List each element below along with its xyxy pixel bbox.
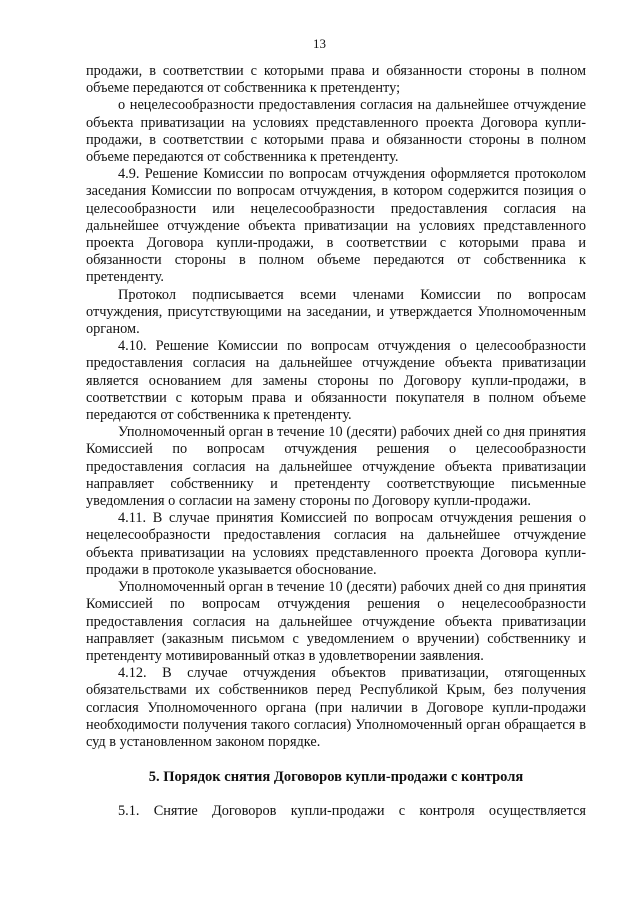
paragraph-5-1: 5.1. Снятие Договоров купли-продажи с контроля осуществляется xyxy=(118,803,586,820)
paragraph-4-10: 4.10. Решение Комиссии по вопросам отчуждения о целесообразности предоставления согласия на дальнейшее отчуждение объекта приватизации является основанием для замены стороны по Договору купли-продажи, в соответствии с которым права и обязанности покупателя в полном объеме передаются от собственника к претенденту. xyxy=(86,338,586,424)
section-heading: 5. Порядок снятия Договоров купли-продажи с контроля xyxy=(148,769,524,786)
paragraph-4-11: 4.11. В случае принятия Комиссией по вопросам отчуждения решения о нецелесообразности предоставления согласия на дальнейшее отчуждение объекта приватизации на условиях представленного проекта Договора купли-продажи в протоколе указывается обоснование. xyxy=(86,510,586,578)
paragraph-notification: Уполномоченный орган в течение 10 (десяти) рабочих дней со дня принятия Комиссией по вопросам отчуждения решения о целесообразности предоставления согласия на дальнейшее отчуждение объекта приватизации направляет собственнику и претенденту соответствующие письменные уведомления о согласии на замену стороны по Договору купли-продажи. xyxy=(86,424,586,510)
page-number: 13 xyxy=(313,36,326,51)
paragraph-4-12: 4.12. В случае отчуждения объектов приватизации, отягощенных обязательствами их собственников перед Республикой Крым, без получения согласия Уполномоченного органа (при наличии в Договоре купли-продажи необходимости получения такого согласия) Уполномоченный орган обращается в суд в установленном законом порядке. xyxy=(86,665,586,750)
paragraph-continuation: продажи, в соответствии с которыми права и обязанности стороны в полном объеме передаются от собственника к претенденту; xyxy=(86,63,586,97)
page-body xyxy=(86,63,586,820)
paragraph-inexpediency: о нецелесообразности предоставления согласия на дальнейшее отчуждение объекта приватизации на условиях представленного проекта Договора купли-продажи, в соответствии с которыми права и обязанности стороны в полном объеме передаются от собственника к претенденту. xyxy=(86,97,586,166)
paragraph-protocol: Протокол подписывается всеми членами Комиссии по вопросам отчуждения, присутствующими на заседании, и утверждается Уполномоченным органом. xyxy=(86,286,586,338)
paragraph-refusal: Уполномоченный орган в течение 10 (десяти) рабочих дней со дня принятия Комиссией по вопросам отчуждения решения о нецелесообразности предоставления согласия на дальнейшее отчуждение объекта приватизации направляет (заказным письмом с уведомлением о вручении) собственнику и претенденту мотивированный отказ в удовлетворении заявления. xyxy=(86,579,586,664)
paragraph-4-9: 4.9. Решение Комиссии по вопросам отчуждения оформляется протоколом заседания Комиссии по вопросам отчуждения, в котором содержится позиция о целесообразности или нецелесообразности предоставления согласия на дальнейшее отчуждение объекта приватизации на условиях представленного проекта Договора купли-продажи, в соответствии с которыми права и обязанности стороны в полном объеме передаются от собственника к претенденту. xyxy=(86,166,586,286)
